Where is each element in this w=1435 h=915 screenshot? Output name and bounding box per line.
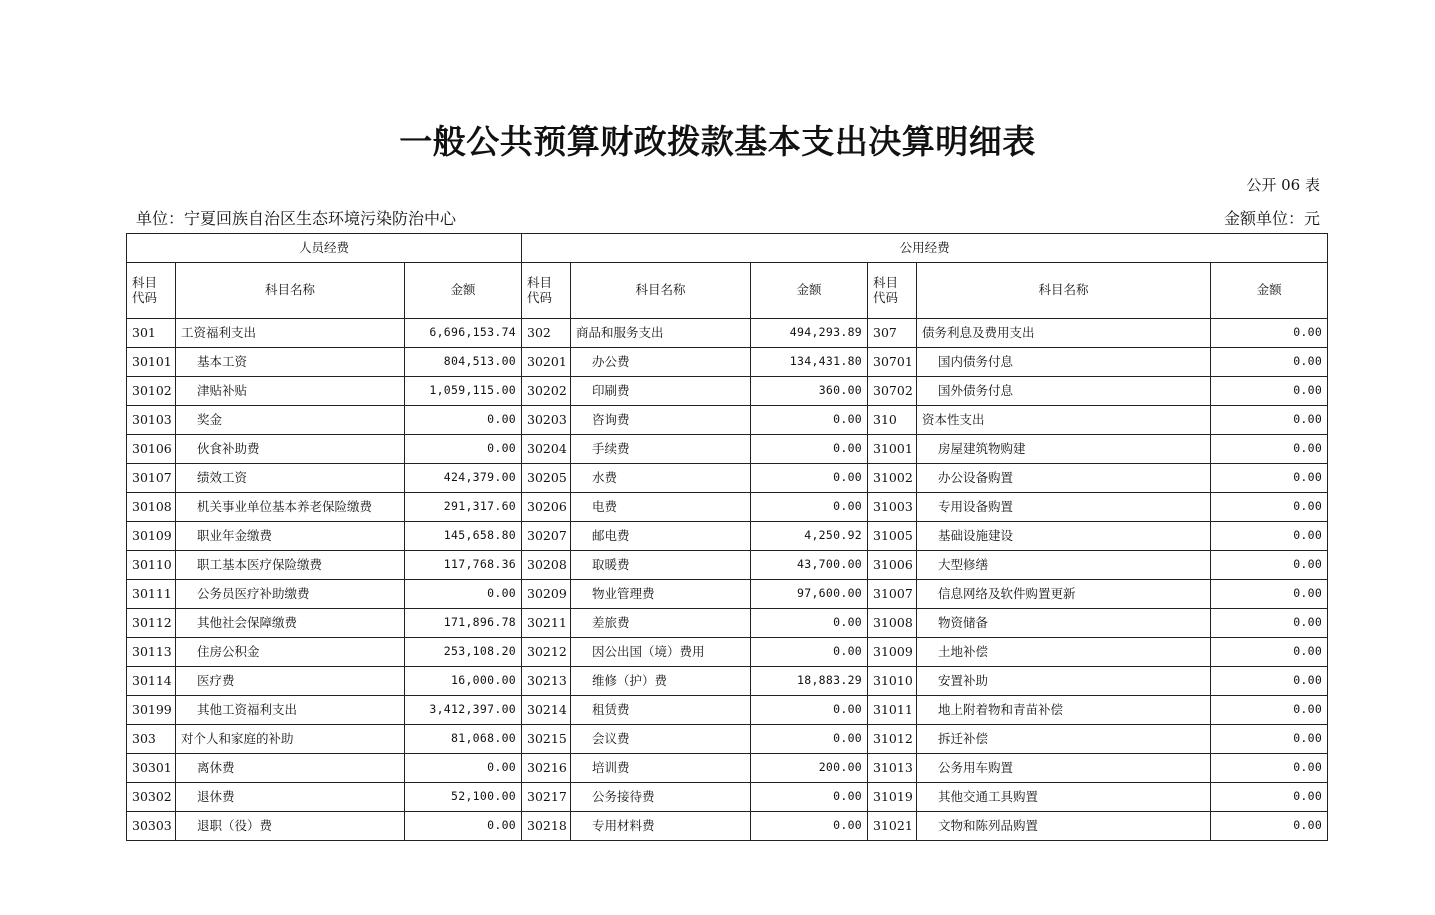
group-header-row [127, 234, 1328, 263]
page-title: 一般公共预算财政拨款基本支出决算明细表 [399, 122, 1036, 161]
subject-code: 31001 [868, 435, 917, 464]
subject-name: 取暖费 [592, 556, 630, 572]
column-header-amount: 金额 [751, 263, 868, 319]
amount: 0.00 [751, 638, 868, 667]
subject-name: 专用设备购置 [938, 498, 1014, 514]
amount: 0.00 [751, 406, 868, 435]
subject-name: 机关事业单位基本养老保险缴费 [197, 498, 373, 514]
subject-code: 30108 [127, 493, 176, 522]
table-row [127, 348, 1328, 377]
amount: 0.00 [1211, 667, 1328, 696]
subject-name: 债务利息及费用支出 [922, 324, 1035, 340]
subject-code: 31009 [868, 638, 917, 667]
group-header-personnel: 人员经费 [127, 234, 522, 263]
subject-name-cell [176, 725, 405, 754]
table-row [127, 754, 1328, 783]
subject-code: 30207 [522, 522, 571, 551]
amount: 16,000.00 [405, 667, 522, 696]
subject-code: 30109 [127, 522, 176, 551]
subject-name-cell [176, 377, 405, 406]
table-row [127, 696, 1328, 725]
subject-name-cell [176, 754, 405, 783]
subject-name: 办公费 [592, 353, 630, 369]
column-header-name: 科目名称 [571, 263, 751, 319]
subject-name: 办公设备购置 [938, 469, 1014, 485]
subject-name-cell [917, 667, 1211, 696]
subject-name: 培训费 [592, 759, 630, 775]
form-number: 公开 06 表 [1246, 176, 1320, 194]
amount: 4,250.92 [751, 522, 868, 551]
subject-name: 国内债务付息 [938, 353, 1014, 369]
column-header-code: 科目 代码 [868, 263, 917, 319]
amount: 0.00 [1211, 551, 1328, 580]
amount: 6,696,153.74 [405, 319, 522, 348]
subject-name-cell [571, 522, 751, 551]
subject-name: 房屋建筑物购建 [938, 440, 1026, 456]
subject-code: 31012 [868, 725, 917, 754]
subject-name: 租赁费 [592, 701, 630, 717]
subject-name: 工资福利支出 [181, 324, 257, 340]
subject-code: 30209 [522, 580, 571, 609]
amount: 0.00 [1211, 725, 1328, 754]
subject-name-cell [917, 464, 1211, 493]
subject-code: 30203 [522, 406, 571, 435]
subject-name-cell [571, 377, 751, 406]
amount: 360.00 [751, 377, 868, 406]
subject-name-cell [571, 638, 751, 667]
subject-name-cell [571, 406, 751, 435]
amount: 0.00 [751, 783, 868, 812]
amount: 0.00 [1211, 377, 1328, 406]
table-row [127, 522, 1328, 551]
unit-label: 单位：宁夏回族自治区生态环境污染防治中心 [136, 209, 457, 228]
table-row [127, 580, 1328, 609]
subject-name-cell [571, 551, 751, 580]
table-row [127, 406, 1328, 435]
subject-name-cell [571, 580, 751, 609]
table-row [127, 493, 1328, 522]
subject-name: 公务用车购置 [938, 759, 1014, 775]
amount: 52,100.00 [405, 783, 522, 812]
subject-code: 30111 [127, 580, 176, 609]
subject-name: 文物和陈列品购置 [938, 817, 1039, 833]
amount: 0.00 [751, 812, 868, 841]
subject-name-cell [571, 435, 751, 464]
table-row [127, 377, 1328, 406]
subject-code: 30301 [127, 754, 176, 783]
amount: 0.00 [751, 696, 868, 725]
subject-name-cell [176, 348, 405, 377]
subject-code: 30216 [522, 754, 571, 783]
table-row [127, 551, 1328, 580]
subject-name-cell [917, 638, 1211, 667]
group-header-public: 公用经费 [522, 234, 1328, 263]
subject-code: 31011 [868, 696, 917, 725]
subject-code: 30218 [522, 812, 571, 841]
subject-name: 国外债务付息 [938, 382, 1014, 398]
subject-name-cell [571, 667, 751, 696]
amount: 43,700.00 [751, 551, 868, 580]
subject-code: 30211 [522, 609, 571, 638]
subject-name-cell [176, 667, 405, 696]
subject-name-cell [176, 812, 405, 841]
subject-code: 30302 [127, 783, 176, 812]
subject-name-cell [917, 580, 1211, 609]
subject-name: 绩效工资 [197, 469, 248, 485]
subject-code: 31005 [868, 522, 917, 551]
subject-code: 30102 [127, 377, 176, 406]
subject-code: 30212 [522, 638, 571, 667]
subject-name: 津贴补贴 [197, 382, 248, 398]
amount: 0.00 [1211, 580, 1328, 609]
amount: 0.00 [1211, 406, 1328, 435]
money-unit-label: 金额单位：元 [1223, 209, 1320, 228]
subject-name-cell [571, 725, 751, 754]
table-row [127, 638, 1328, 667]
column-header-name: 科目名称 [176, 263, 405, 319]
table-row [127, 319, 1328, 348]
subject-name-cell [176, 493, 405, 522]
subject-code: 30701 [868, 348, 917, 377]
amount: 0.00 [751, 725, 868, 754]
subject-name: 大型修缮 [938, 556, 989, 572]
subject-name-cell [917, 435, 1211, 464]
column-header-row [127, 263, 1328, 319]
subject-code: 31013 [868, 754, 917, 783]
subject-name: 因公出国（境）费用 [592, 643, 705, 659]
subject-name: 其他工资福利支出 [197, 701, 298, 717]
subject-name: 公务接待费 [592, 788, 655, 804]
subject-code: 30215 [522, 725, 571, 754]
subject-name: 安置补助 [938, 672, 989, 688]
amount: 0.00 [405, 406, 522, 435]
column-header-amount: 金额 [1211, 263, 1328, 319]
subject-name-cell [176, 551, 405, 580]
subject-name: 拆迁补偿 [938, 730, 989, 746]
subject-name: 职业年金缴费 [197, 527, 273, 543]
subject-name-cell [176, 638, 405, 667]
subject-code: 31007 [868, 580, 917, 609]
subject-code: 301 [127, 319, 176, 348]
amount: 0.00 [1211, 319, 1328, 348]
subject-name-cell [571, 464, 751, 493]
amount: 0.00 [1211, 493, 1328, 522]
amount: 0.00 [1211, 638, 1328, 667]
subject-name: 信息网络及软件购置更新 [938, 585, 1076, 601]
amount: 200.00 [751, 754, 868, 783]
budget-detail-table [126, 233, 1328, 841]
amount: 0.00 [1211, 348, 1328, 377]
subject-name-cell [176, 406, 405, 435]
subject-code: 30103 [127, 406, 176, 435]
subject-name-cell [917, 754, 1211, 783]
subject-name-cell [917, 348, 1211, 377]
subject-name: 土地补偿 [938, 643, 989, 659]
amount: 0.00 [1211, 435, 1328, 464]
subject-name: 退职（役）费 [197, 817, 273, 833]
subject-code: 307 [868, 319, 917, 348]
subject-name-cell [571, 348, 751, 377]
amount: 0.00 [751, 493, 868, 522]
subject-code: 30213 [522, 667, 571, 696]
subject-name: 手续费 [592, 440, 630, 456]
subject-code: 30303 [127, 812, 176, 841]
amount: 0.00 [751, 464, 868, 493]
subject-code: 302 [522, 319, 571, 348]
subject-code: 303 [127, 725, 176, 754]
subject-code: 31008 [868, 609, 917, 638]
subject-code: 30205 [522, 464, 571, 493]
subject-name-cell [917, 783, 1211, 812]
amount: 1,059,115.00 [405, 377, 522, 406]
column-header-name: 科目名称 [917, 263, 1211, 319]
subject-name-cell [176, 609, 405, 638]
subject-code: 30101 [127, 348, 176, 377]
table-row [127, 435, 1328, 464]
subject-name: 印刷费 [592, 382, 630, 398]
amount: 0.00 [1211, 464, 1328, 493]
subject-name-cell [571, 696, 751, 725]
subject-code: 30702 [868, 377, 917, 406]
subject-name-cell [176, 522, 405, 551]
subject-code: 30208 [522, 551, 571, 580]
subject-name: 资本性支出 [922, 411, 985, 427]
subject-code: 310 [868, 406, 917, 435]
subject-name: 奖金 [197, 411, 223, 427]
amount: 0.00 [405, 754, 522, 783]
amount: 0.00 [1211, 783, 1328, 812]
subject-code: 30217 [522, 783, 571, 812]
subject-name: 电费 [592, 498, 618, 514]
subject-name: 医疗费 [197, 672, 235, 688]
subject-name-cell [917, 812, 1211, 841]
amount: 3,412,397.00 [405, 696, 522, 725]
subject-name: 地上附着物和青苗补偿 [938, 701, 1064, 717]
subject-name: 职工基本医疗保险缴费 [197, 556, 323, 572]
amount: 253,108.20 [405, 638, 522, 667]
amount: 0.00 [751, 435, 868, 464]
amount: 134,431.80 [751, 348, 868, 377]
subject-name: 其他社会保障缴费 [197, 614, 298, 630]
amount: 494,293.89 [751, 319, 868, 348]
amount: 97,600.00 [751, 580, 868, 609]
subject-name: 住房公积金 [197, 643, 260, 659]
subject-name-cell [571, 754, 751, 783]
subject-name-cell [571, 319, 751, 348]
subject-code: 30113 [127, 638, 176, 667]
subject-name: 差旅费 [592, 614, 630, 630]
subject-code: 30112 [127, 609, 176, 638]
subject-name: 离休费 [197, 759, 235, 775]
subject-name-cell [917, 319, 1211, 348]
amount: 0.00 [405, 580, 522, 609]
table-row [127, 783, 1328, 812]
subject-name: 水费 [592, 469, 618, 485]
subject-code: 30114 [127, 667, 176, 696]
subject-code: 30204 [522, 435, 571, 464]
table-row [127, 464, 1328, 493]
subject-name-cell [571, 812, 751, 841]
amount: 117,768.36 [405, 551, 522, 580]
subject-code: 31006 [868, 551, 917, 580]
amount: 0.00 [751, 609, 868, 638]
subject-name: 基础设施建设 [938, 527, 1014, 543]
amount: 0.00 [1211, 609, 1328, 638]
subject-name: 咨询费 [592, 411, 630, 427]
subject-name: 维修（护）费 [592, 672, 668, 688]
subject-code: 31010 [868, 667, 917, 696]
subject-name-cell [176, 319, 405, 348]
subject-name-cell [571, 493, 751, 522]
subject-code: 31003 [868, 493, 917, 522]
amount: 0.00 [1211, 696, 1328, 725]
subject-name-cell [917, 609, 1211, 638]
amount: 171,896.78 [405, 609, 522, 638]
subject-name: 邮电费 [592, 527, 630, 543]
amount: 145,658.80 [405, 522, 522, 551]
amount: 0.00 [405, 435, 522, 464]
subject-code: 30106 [127, 435, 176, 464]
column-header-code: 科目 代码 [127, 263, 176, 319]
amount: 0.00 [1211, 754, 1328, 783]
subject-code: 30110 [127, 551, 176, 580]
subject-name: 伙食补助费 [197, 440, 260, 456]
subject-name-cell [176, 580, 405, 609]
amount: 0.00 [1211, 522, 1328, 551]
subject-code: 31002 [868, 464, 917, 493]
amount: 0.00 [405, 812, 522, 841]
subject-code: 30202 [522, 377, 571, 406]
table-row [127, 725, 1328, 754]
subject-name-cell [571, 783, 751, 812]
amount: 0.00 [1211, 812, 1328, 841]
subject-name-cell [917, 522, 1211, 551]
subject-name: 物业管理费 [592, 585, 655, 601]
subject-name: 公务员医疗补助缴费 [197, 585, 310, 601]
subject-name-cell [917, 696, 1211, 725]
subject-name-cell [176, 783, 405, 812]
subject-name: 退休费 [197, 788, 235, 804]
subject-code: 30214 [522, 696, 571, 725]
subject-name: 商品和服务支出 [576, 324, 664, 340]
amount: 424,379.00 [405, 464, 522, 493]
subject-name: 专用材料费 [592, 817, 655, 833]
subject-name-cell [176, 435, 405, 464]
column-header-code: 科目 代码 [522, 263, 571, 319]
table-row [127, 812, 1328, 841]
subject-name: 会议费 [592, 730, 630, 746]
amount: 804,513.00 [405, 348, 522, 377]
subject-name: 物资储备 [938, 614, 989, 630]
subject-name-cell [176, 464, 405, 493]
table-row [127, 667, 1328, 696]
subject-code: 30206 [522, 493, 571, 522]
subject-code: 30107 [127, 464, 176, 493]
subject-name-cell [571, 609, 751, 638]
subject-name: 其他交通工具购置 [938, 788, 1039, 804]
subject-name-cell [917, 725, 1211, 754]
table-row [127, 609, 1328, 638]
subject-name-cell [917, 377, 1211, 406]
amount: 81,068.00 [405, 725, 522, 754]
subject-code: 31019 [868, 783, 917, 812]
subject-name: 对个人和家庭的补助 [181, 730, 294, 746]
subject-name-cell [917, 406, 1211, 435]
subject-name-cell [917, 493, 1211, 522]
subject-code: 31021 [868, 812, 917, 841]
subject-code: 30199 [127, 696, 176, 725]
column-header-amount: 金额 [405, 263, 522, 319]
subject-name: 基本工资 [197, 353, 248, 369]
amount: 291,317.60 [405, 493, 522, 522]
subject-name-cell [917, 551, 1211, 580]
subject-name-cell [176, 696, 405, 725]
subject-code: 30201 [522, 348, 571, 377]
amount: 18,883.29 [751, 667, 868, 696]
